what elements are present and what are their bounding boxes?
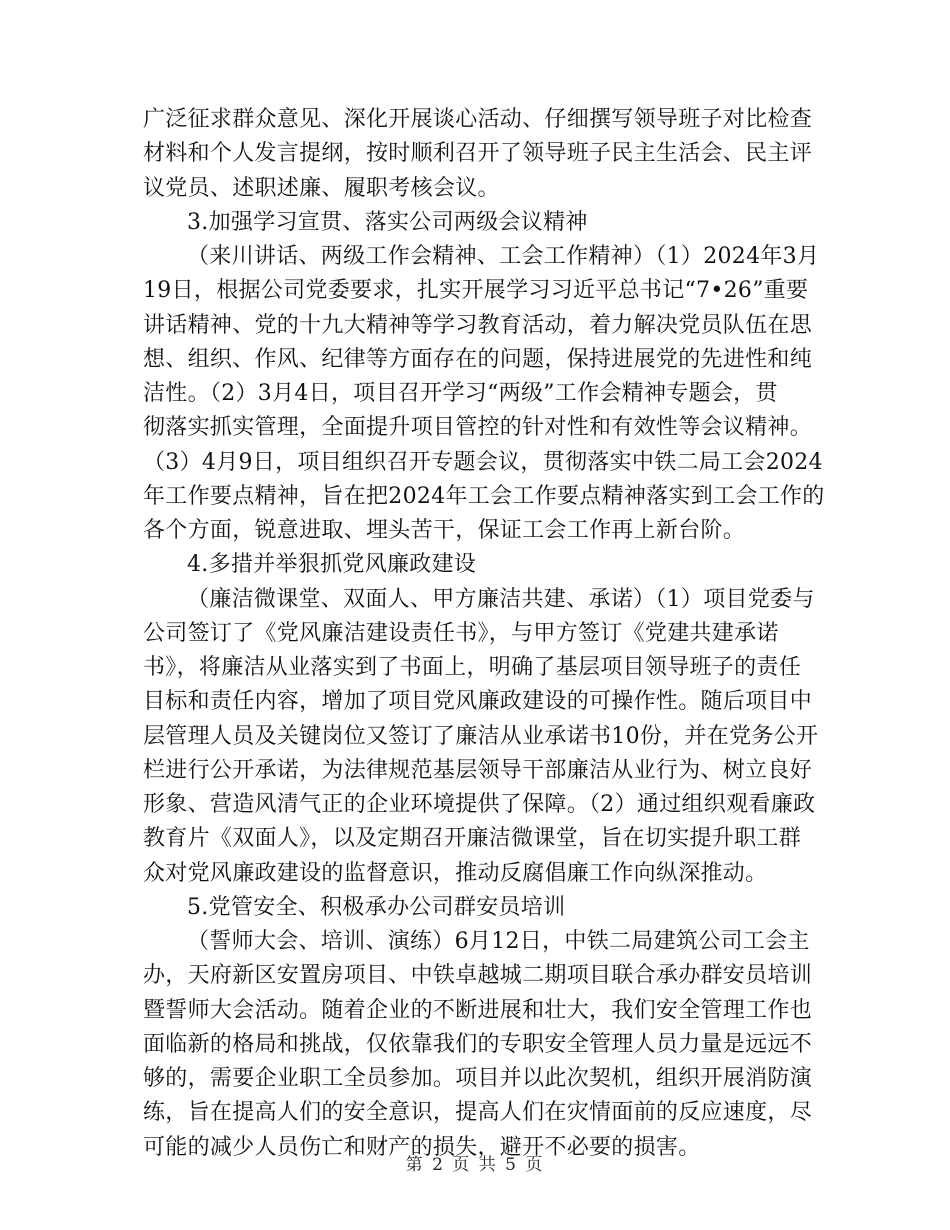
- body-text-line: 议党员、述职述廉、履职考核会议。: [143, 175, 500, 201]
- body-text-line: 想、组织、作风、纪律等方面存在的问题，保持进展党的先进性和纯: [143, 346, 813, 372]
- body-text-line: 办，天府新区安置房项目、中铁卓越城二期项目联合承办群安员培训: [143, 963, 813, 989]
- body-text-line: 栏进行公开承诺，为法律规范基层领导干部廉洁从业行为、树立良好: [143, 757, 813, 783]
- body-text-line: 可能的减少人员伤亡和财产的损失，避开不必要的损害。: [143, 1134, 701, 1160]
- section-keywords-line: （廉洁微课堂、双面人、甲方廉洁共建、承诺）（1）项目党委与: [187, 586, 815, 612]
- body-text-line: 层管理人员及关键岗位又签订了廉洁从业承诺书10份，并在党务公开: [143, 723, 819, 749]
- body-text-line: 教育片《双面人》，以及定期召开廉洁微课堂，旨在切实提升职工群: [143, 826, 802, 852]
- body-text-line: 暨誓师大会活动。随着企业的不断进展和壮大，我们安全管理工作也: [143, 997, 813, 1023]
- body-text-line: 练，旨在提高人们的安全意识，提高人们在灾情面前的反应速度，尽: [143, 1100, 813, 1126]
- body-text-line: 讲话精神、党的十九大精神等学习教育活动，着力解决党员队伍在思: [143, 312, 813, 338]
- body-text-line: 彻落实抓实管理，全面提升项目管控的针对性和有效性等会议精神。: [143, 415, 813, 441]
- body-text-line: （3）4月9日，项目组织召开专题会议，贯彻落实中铁二局工会2024: [143, 449, 823, 475]
- body-text-line: 年工作要点精神，旨在把2024年工会工作要点精神落实到工会工作的: [143, 483, 825, 509]
- body-text-line: 面临新的格局和挑战，仅依靠我们的专职安全管理人员力量是远远不: [143, 1031, 813, 1057]
- page-number-footer: 第 2 页 共 5 页: [405, 1155, 545, 1175]
- body-text-line: 目标和责任内容，增加了项目党风廉政建设的可操作性。随后项目中: [143, 689, 813, 715]
- body-text-line: 19日，根据公司党委要求，扎实开展学习习近平总书记“7•26”重要: [143, 278, 809, 304]
- body-text-line: 公司签订了《党风廉洁建设责任书》，与甲方签订《党建共建承诺: [143, 620, 779, 646]
- body-text-line: 各个方面，锐意进取、埋头苦干，保证工会工作再上新台阶。: [143, 518, 746, 543]
- section-heading-3: 3.加强学习宣贯、落实公司两级会议精神: [187, 209, 588, 235]
- section-keywords-line: （来川讲话、两级工作会精神、工会工作精神）（1）2024年3月: [187, 244, 820, 269]
- section-keywords-line: （誓师大会、培训、演练）6月12日，中铁二局建筑公司工会主: [187, 929, 810, 954]
- body-text-line: 广泛征求群众意见、深化开展谈心活动、仔细撰写领导班子对比检查: [143, 107, 813, 132]
- body-text-line: 洁性。（2）3月4日，项目召开学习“两级”工作会精神专题会，贯: [143, 381, 778, 406]
- body-text-line: 书》，将廉洁从业落实到了书面上，明确了基层项目领导班子的责任: [143, 655, 802, 680]
- body-text-line: 众对党风廉政建设的监督意识，推动反腐倡廉工作向纵深推动。: [143, 860, 768, 886]
- document-body: [143, 103, 825, 1165]
- body-text-line: 形象、营造风清气正的企业环境提供了保障。（2）通过组织观看廉政: [143, 792, 816, 817]
- body-text-line: 够的，需要企业职工全员参加。项目并以此次契机，组织开展消防演: [143, 1066, 813, 1091]
- section-heading-5: 5.党管安全、积极承办公司群安员培训: [187, 894, 566, 920]
- section-heading-4: 4.多措并举狠抓党风廉政建设: [187, 552, 477, 578]
- body-text-line: 材料和个人发言提纲，按时顺利召开了领导班子民主生活会、民主评: [143, 141, 813, 167]
